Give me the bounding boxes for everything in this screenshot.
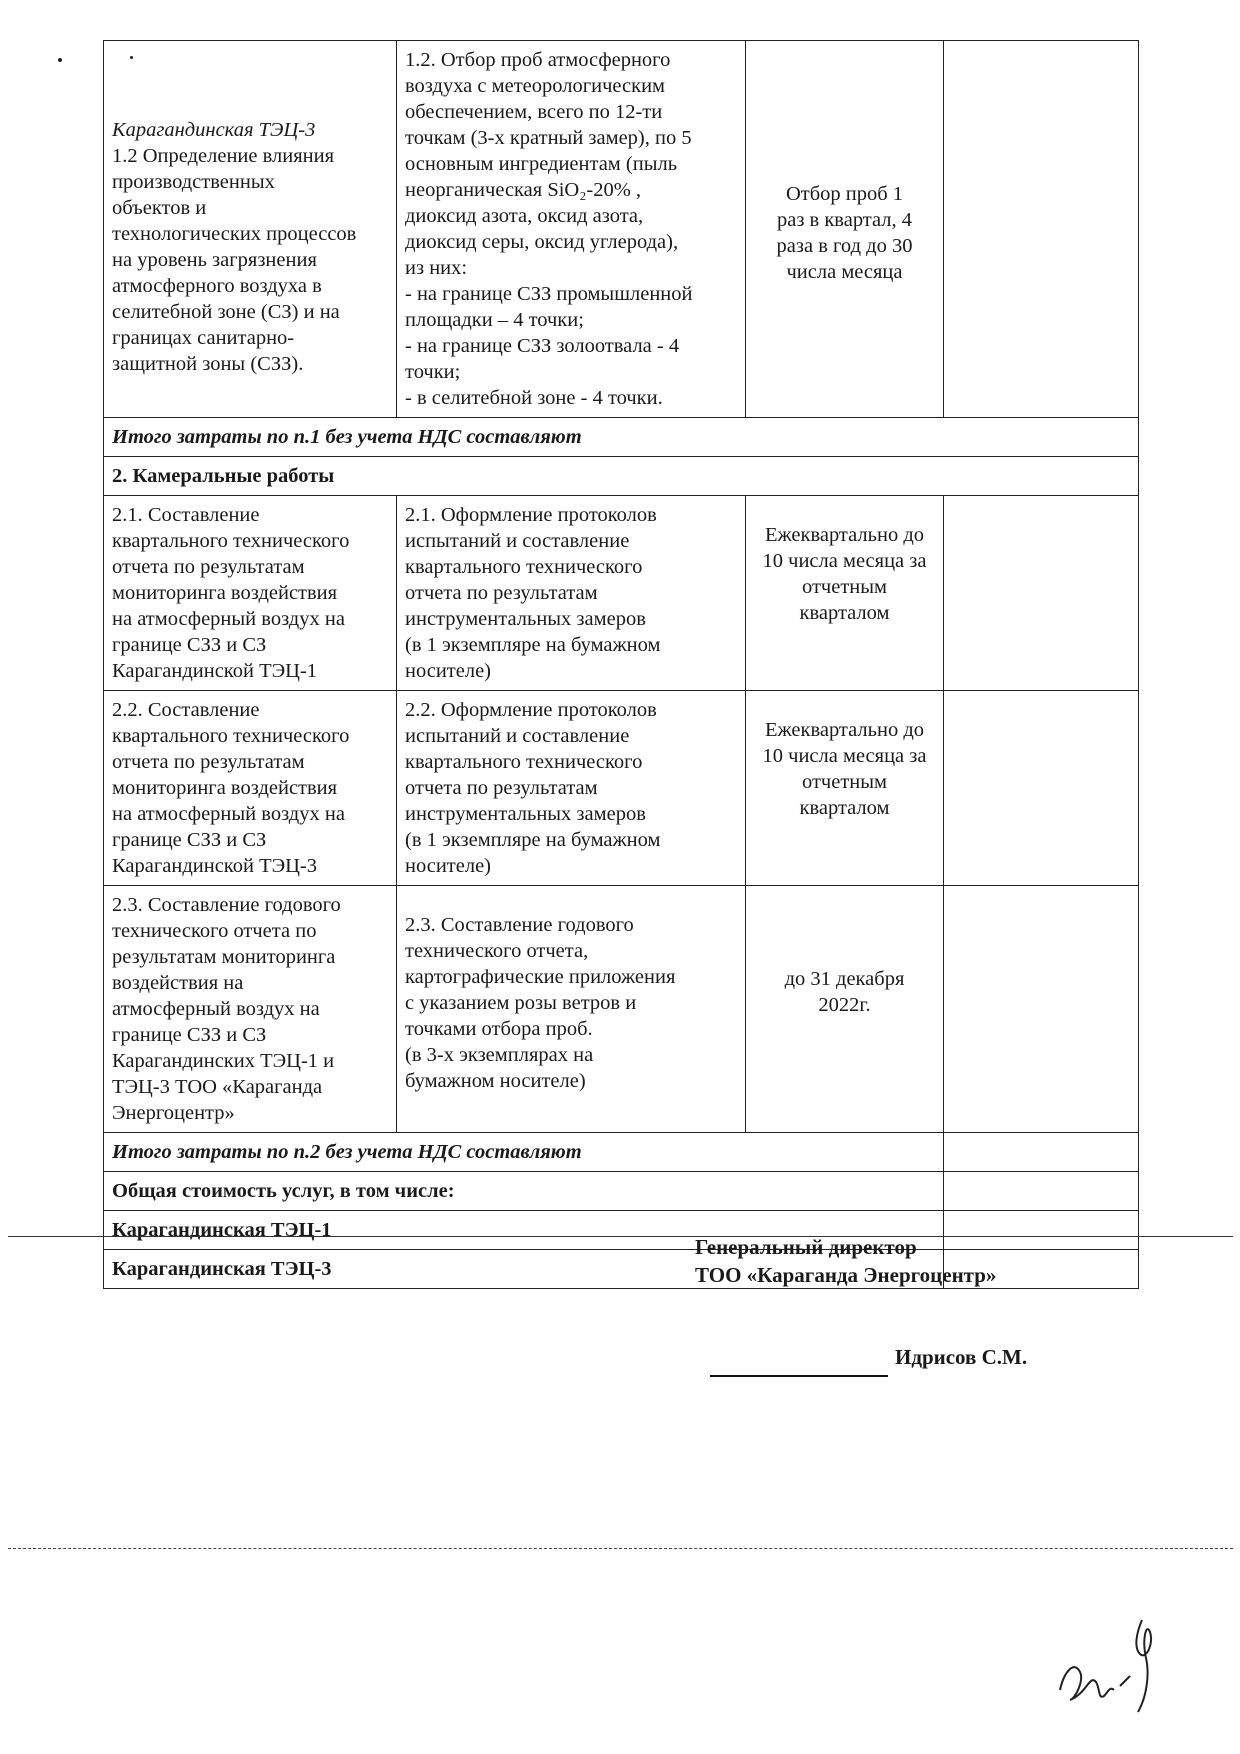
services-table (103, 40, 1139, 1289)
tec1-cost-label: Карагандинская ТЭЦ-1 (104, 1211, 944, 1250)
table-row-2-2 (104, 691, 1139, 886)
tec3-cost-cell (944, 41, 1139, 418)
signer-name: Идрисов С.М. (895, 1345, 1028, 1369)
total-cost-label: Общая стоимость услуг, в том числе: (104, 1172, 944, 1211)
total-cost-value (944, 1172, 1139, 1211)
tec3-cost-label: Карагандинская ТЭЦ-3 (104, 1250, 944, 1289)
row-2-3-cost (944, 886, 1139, 1133)
row-2-2-schedule: Ежеквартально до 10 числа месяца за отчетным кварталом (746, 691, 944, 886)
handwritten-initials (1050, 1610, 1180, 1720)
row-2-1-description: 2.1. Оформление протоколов испытаний и составление квартального технического отчета по результатам инструментальных замеров (в 1 экземпляре на бумажном носителе) (397, 496, 746, 691)
row-2-3-description: 2.3. Составление годового технического отчета, картографические приложения с указанием розы ветров и точками отбора проб. (в 3-х экземплярах на бумажном носителе) (397, 886, 746, 1133)
table-row-total-1 (104, 418, 1139, 457)
table-row-tec3-sampling (104, 41, 1139, 418)
table-row-total-2 (104, 1133, 1139, 1172)
tec3-task-text: 1.2 Определение влияния производственных объектов и технологических процессов на уровень загрязнения атмосферного воздуха в селитебной зоне (СЗ) и на границах санитарно- защитной зоны (СЗЗ). (112, 145, 357, 375)
signature-block (695, 1233, 996, 1289)
row-2-1-task: 2.1. Составление квартального технического отчета по результатам мониторинга воздействия на атмосферный воздух на границе СЗЗ и СЗ Карагандинской ТЭЦ-1 (104, 496, 397, 691)
table-row-section-2 (104, 457, 1139, 496)
total-1-label: Итого затраты по п.1 без учета НДС составляют (104, 418, 1139, 457)
table-row-2-3 (104, 886, 1139, 1133)
total-2-label: Итого затраты по п.2 без учета НДС составляют (104, 1133, 944, 1172)
tec3-sampling-schedule: Отбор проб 1 раз в квартал, 4 раза в год до 30 числа месяца (746, 41, 944, 418)
signer-position: Генеральный директор (695, 1235, 917, 1259)
row-2-1-cost (944, 496, 1139, 691)
signer-company: ТОО «Караганда Энергоцентр» (695, 1263, 997, 1287)
total-2-value (944, 1133, 1139, 1172)
signature-line (710, 1375, 888, 1377)
table-row-total-cost (104, 1172, 1139, 1211)
table-row-2-1 (104, 496, 1139, 691)
row-2-1-schedule: Ежеквартально до 10 числа месяца за отчетным кварталом (746, 496, 944, 691)
row-2-2-task: 2.2. Составление квартального технического отчета по результатам мониторинга воздействия на атмосферный воздух на границе СЗЗ и СЗ Карагандинской ТЭЦ-3 (104, 691, 397, 886)
row-2-3-schedule: до 31 декабря 2022г. (746, 886, 944, 1133)
row-2-2-cost (944, 691, 1139, 886)
row-2-2-description: 2.2. Оформление протоколов испытаний и составление квартального технического отчета по результатам инструментальных замеров (в 1 экземпляре на бумажном носителе) (397, 691, 746, 886)
tec3-title: Карагандинская ТЭЦ-3 (112, 119, 316, 141)
row-2-3-task: 2.3. Составление годового технического отчета по результатам мониторинга воздействия на атмосферный воздух на границе СЗЗ и СЗ Карагандинских ТЭЦ-1 и ТЭЦ-3 ТОО «Караганда Энергоцентр» (104, 886, 397, 1133)
scan-speck (58, 58, 62, 62)
separator-line (8, 1548, 1233, 1549)
separator-line (8, 1236, 1233, 1237)
tec3-sampling-description: 1.2. Отбор проб атмосферного воздуха с метеорологическим обеспечением, всего по 12-ти точкам (3-х кратный замер), по 5 основным ингредиентам (пыль неорганическая SiO₂-20% , диоксид азота, оксид азота, диоксид серы, оксид углерода), из них: - на границе СЗЗ промышленной площадки – 4 точки; - на границе СЗЗ золоотвала - 4 точки; - в селитебной зоне - 4 точки. (397, 41, 746, 418)
tec3-task-cell (104, 41, 397, 418)
section-2-heading: 2. Камеральные работы (104, 457, 1139, 496)
